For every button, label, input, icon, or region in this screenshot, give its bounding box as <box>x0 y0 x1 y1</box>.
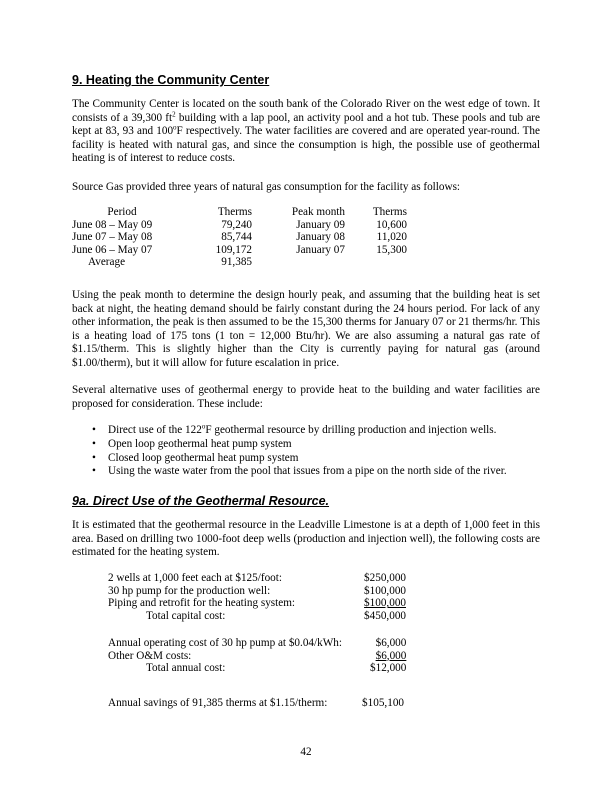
cost-value: $250,000 <box>364 572 406 584</box>
cost-value: $100,000 <box>364 584 406 597</box>
table-cell: June 08 – May 09 <box>72 218 153 231</box>
section-9a-heading: 9a. Direct Use of the Geothermal Resource. <box>72 494 330 508</box>
table-row <box>72 219 407 232</box>
table-row <box>108 597 406 610</box>
cost-value: $6,000 <box>375 649 407 662</box>
average-value: 91,385 <box>221 256 252 269</box>
intro-paragraph: The Community Center is located on the south bank of the Colorado River on the west edge of town. It consists of a 39,300 $ft^2$ building with a lap pool, an activity pool and a hot tub. These pools and tub are kept at 83, 93 and 100$^o$F respectively. The water facilities are covered and are operated year-round. The facility is heated with natural gas, and since the consumption is high, the possible use of geothermal heating is of interest to reduce costs. <box>72 98 540 165</box>
total-label: Total capital cost: <box>146 609 226 622</box>
table-row <box>108 585 406 598</box>
table-row <box>72 231 407 244</box>
table-cell: 109,172 <box>215 243 252 256</box>
table-total-row <box>108 662 406 675</box>
alternatives-intro: Several alternative uses of geothermal energy to provide heat to the building and water facilities are proposed for consideration. These include: <box>72 384 540 410</box>
annual-savings-row <box>108 697 404 710</box>
table-row <box>108 637 406 650</box>
header-period: Period <box>107 206 137 218</box>
list-item: • Using the waste water from the pool that issues from a pipe on the north side of the river. <box>92 465 542 479</box>
cost-label: Piping and retrofit for the heating system: <box>108 597 296 610</box>
cost-label: 2 wells at 1,000 feet each at $125/foot: <box>108 572 282 584</box>
total-value: $450,000 <box>364 609 406 622</box>
direct-use-paragraph: It is estimated that the geothermal resource in the Leadville Limestone is at a depth of 1,000 feet in this area. Based on drilling two 1000-foot deep wells (production and injection well), the following costs are estimated for the heating system. <box>72 519 540 559</box>
page-number: 42 <box>300 746 312 758</box>
table-row <box>108 572 406 585</box>
table-cell: 85,744 <box>221 231 252 244</box>
table-cell: January 07 <box>296 243 345 256</box>
table-cell: January 09 <box>296 218 345 231</box>
peak-demand-paragraph: Using the peak month to determine the design hourly peak, and assuming that the building heat is set back at night, the heating demand should be fairly constant during the 24 hours period. For lack of any other information, the peak is then assumed to be the 15,300 therms for January 07 or 21 therms/hr. This is a heating load of 175 tons (1 ton = 12,000 Btu/hr). We are also assuming a natural gas rate of $1.15/therm. This is slightly higher than the City is currently paying for natural gas (around $1.00/therm), but it will allow for future escalation in price. <box>72 289 540 369</box>
list-item: • Closed loop geothermal heat pump system <box>92 452 542 466</box>
table-cell: 11,020 <box>376 231 407 244</box>
alternatives-list <box>92 424 542 479</box>
list-item: • Open loop geothermal heat pump system <box>92 438 542 452</box>
savings-value: $105,100 <box>362 697 404 709</box>
table-cell: June 07 – May 08 <box>72 231 153 244</box>
total-value: $12,000 <box>370 662 407 675</box>
table-total-row <box>108 610 406 623</box>
average-label: Average <box>88 256 126 269</box>
cost-label: Other O&M costs: <box>108 649 192 662</box>
cost-label: 30 hp pump for the production well: <box>108 584 271 597</box>
header-peak-month: Peak month <box>291 206 345 218</box>
table-cell: January 08 <box>296 231 345 244</box>
list-item: • Direct use of the 122$^o$F geothermal resource by drilling production and injection wells. <box>92 424 542 438</box>
source-gas-line: Source Gas provided three years of natural gas consumption for the facility as follows: <box>72 181 461 193</box>
total-label: Total annual cost: <box>146 662 226 675</box>
table-row <box>108 650 406 663</box>
table-cell: 10,600 <box>376 218 407 231</box>
cost-label: Annual operating cost of 30 hp pump at $0.04/kWh: <box>108 637 342 649</box>
table-cell: June 06 – May 07 <box>72 243 153 256</box>
header-peak-therms: Therms <box>372 206 407 218</box>
savings-label: Annual savings of 91,385 therms at $1.15/therm: <box>108 697 328 709</box>
table-header-row <box>72 206 407 219</box>
cost-value: $6,000 <box>375 637 407 649</box>
section-9-heading: 9. Heating the Community Center <box>72 73 270 87</box>
table-cell: 79,240 <box>221 218 252 231</box>
table-cell: 15,300 <box>376 243 407 256</box>
gas-consumption-table <box>72 206 407 269</box>
table-row <box>72 244 407 257</box>
table-average-row <box>72 256 407 269</box>
cost-value: $100,000 <box>364 597 406 610</box>
capital-cost-table <box>108 572 406 622</box>
annual-cost-table <box>108 637 406 675</box>
header-therms: Therms <box>217 206 252 218</box>
